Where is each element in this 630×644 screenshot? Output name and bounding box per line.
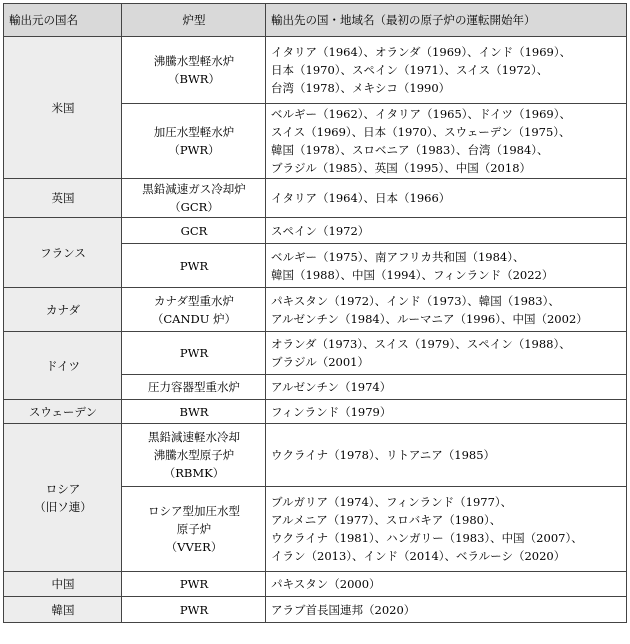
destination-line: パキスタン（2000） bbox=[271, 577, 381, 591]
destination-cell bbox=[266, 218, 627, 244]
reactor-type-line: 黒鉛減速軽水冷却 bbox=[148, 430, 240, 444]
destination-line: ウクライナ（1978）、リトアニア（1985） bbox=[271, 448, 496, 462]
reactor-type-cell bbox=[122, 244, 266, 288]
destination-line: スペイン（1972） bbox=[271, 223, 370, 238]
country-cell bbox=[4, 288, 122, 332]
destination-line: アルゼンチン（1974） bbox=[271, 380, 392, 394]
country-line: スウェーデン bbox=[28, 404, 98, 419]
destination-cell bbox=[266, 400, 627, 424]
destination-line: イタリア（1964）、オランダ（1969）、インド（1969）、 bbox=[271, 45, 572, 59]
destination-cell bbox=[266, 288, 627, 332]
destination-cell bbox=[266, 104, 627, 179]
destination-line: 韓国（1988）、中国（1994）、フィンランド（2022） bbox=[271, 267, 554, 282]
reactor-type-line: 沸騰水型原子炉 bbox=[153, 448, 235, 462]
table-row bbox=[4, 572, 627, 597]
country-line: カナダ bbox=[46, 302, 80, 317]
destination-cell bbox=[266, 572, 627, 597]
destination-line: 韓国（1978）、スロベニア（1983）、台湾（1984）、 bbox=[271, 143, 549, 157]
destination-line: アラブ首長国連邦（2020） bbox=[271, 602, 416, 617]
country-line: 韓国 bbox=[51, 602, 75, 617]
destination-line: ブラジル（1985）、英国（1995）、中国（2018） bbox=[271, 161, 532, 175]
reactor-type-cell bbox=[122, 375, 266, 400]
reactor-type-cell bbox=[122, 37, 266, 104]
reactor-type-cell bbox=[122, 400, 266, 424]
destination-cell bbox=[266, 179, 627, 218]
reactor-type-line: カナダ型重水炉 bbox=[154, 293, 234, 308]
destination-cell bbox=[266, 487, 627, 572]
reactor-type-line: PWR bbox=[179, 346, 209, 360]
reactor-export-table bbox=[3, 3, 627, 623]
country-cell bbox=[4, 424, 122, 572]
country-cell bbox=[4, 400, 122, 424]
country-cell bbox=[4, 332, 122, 400]
country-line: ロシア bbox=[45, 481, 81, 496]
reactor-type-cell bbox=[122, 179, 266, 218]
country-line: ドイツ bbox=[46, 358, 80, 373]
reactor-type-cell bbox=[122, 597, 266, 623]
reactor-type-line: （BWR） bbox=[168, 72, 220, 86]
destination-line: ウクライナ（1981）、ハンガリー（1983）、中国（2007）、 bbox=[271, 531, 583, 545]
destination-line: イタリア（1964）、日本（1966） bbox=[271, 191, 451, 205]
reactor-type-line: PWR bbox=[179, 258, 209, 273]
destination-line: アルメニア（1977）、スロバキア（1980）、 bbox=[271, 513, 502, 527]
reactor-type-line: （VVER） bbox=[165, 540, 223, 554]
country-cell bbox=[4, 218, 122, 288]
reactor-type-line: 圧力容器型重水炉 bbox=[148, 380, 240, 394]
country-cell bbox=[4, 597, 122, 623]
table-row bbox=[4, 179, 627, 218]
reactor-type-cell bbox=[122, 424, 266, 487]
destination-line: パキスタン（1972）、インド（1973）、韓国（1983）、 bbox=[271, 293, 560, 308]
country-line: フランス bbox=[40, 245, 86, 260]
country-cell bbox=[4, 572, 122, 597]
destination-line: ベルギー（1962）、イタリア（1965）、ドイツ（1969）、 bbox=[271, 107, 571, 121]
reactor-type-line: （PWR） bbox=[168, 143, 220, 157]
reactor-type-line: 加圧水型軽水炉 bbox=[153, 125, 235, 139]
country-line: 米国 bbox=[51, 100, 75, 115]
reactor-type-cell bbox=[122, 487, 266, 572]
header-reactor-type: 炉型 bbox=[122, 4, 266, 37]
reactor-type-cell bbox=[122, 218, 266, 244]
destination-line: スイス（1969）、日本（1970）、スウェーデン（1975）、 bbox=[271, 125, 571, 139]
reactor-type-cell bbox=[122, 332, 266, 375]
table-header-row bbox=[4, 4, 627, 37]
destination-cell bbox=[266, 375, 627, 400]
table-row bbox=[4, 218, 627, 244]
destination-line: ブラジル（2001） bbox=[271, 355, 369, 369]
reactor-type-cell bbox=[122, 104, 266, 179]
reactor-type-line: PWR bbox=[179, 577, 209, 591]
reactor-type-line: ロシア型加圧水型 bbox=[148, 504, 240, 518]
reactor-type-line: PWR bbox=[179, 602, 209, 617]
destination-line: オランダ（1973）、スイス（1979）、スペイン（1988）、 bbox=[271, 337, 571, 351]
reactor-type-line: 沸騰水型軽水炉 bbox=[153, 54, 235, 68]
reactor-type-line: GCR bbox=[180, 223, 208, 238]
reactor-type-line: （CANDU 炉） bbox=[151, 311, 237, 326]
table-row bbox=[4, 424, 627, 487]
destination-line: ブルガリア（1974）、フィンランド（1977）、 bbox=[271, 495, 513, 509]
destination-cell bbox=[266, 244, 627, 288]
table-row bbox=[4, 37, 627, 104]
destination-cell bbox=[266, 37, 627, 104]
reactor-type-line: （RBMK） bbox=[163, 466, 225, 480]
country-cell bbox=[4, 179, 122, 218]
country-cell bbox=[4, 37, 122, 179]
table-row bbox=[4, 597, 627, 623]
destination-line: 日本（1970）、スペイン（1971）、スイス（1972）、 bbox=[271, 63, 549, 77]
table-row bbox=[4, 288, 627, 332]
header-country: 輸出元の国名 bbox=[4, 4, 122, 37]
destination-cell bbox=[266, 332, 627, 375]
country-line: 中国 bbox=[51, 577, 75, 591]
country-line: （旧ソ連） bbox=[34, 499, 92, 514]
reactor-type-cell bbox=[122, 288, 266, 332]
destination-line: イラン（2013）、インド（2014）、ベラルーシ（2020） bbox=[271, 549, 566, 563]
destination-cell bbox=[266, 597, 627, 623]
destination-line: アルゼンチン（1984）、ルーマニア（1996）、中国（2002） bbox=[271, 311, 588, 326]
reactor-type-line: 黒鉛減速ガス冷却炉 bbox=[142, 182, 246, 196]
destination-line: 台湾（1978）、メキシコ（1990） bbox=[271, 81, 451, 95]
reactor-type-line: 原子炉 bbox=[176, 522, 212, 536]
reactor-type-line: （GCR） bbox=[169, 200, 219, 214]
table-row bbox=[4, 400, 627, 424]
table-row bbox=[4, 332, 627, 375]
destination-line: フィンランド（1979） bbox=[271, 404, 392, 419]
reactor-type-line: BWR bbox=[179, 404, 209, 419]
country-line: 英国 bbox=[51, 191, 75, 205]
destination-cell bbox=[266, 424, 627, 487]
reactor-type-cell bbox=[122, 572, 266, 597]
destination-line: ベルギー（1975）、南アフリカ共和国（1984）、 bbox=[271, 249, 525, 264]
header-destination: 輸出先の国・地域名（最初の原子炉の運転開始年） bbox=[266, 4, 627, 37]
